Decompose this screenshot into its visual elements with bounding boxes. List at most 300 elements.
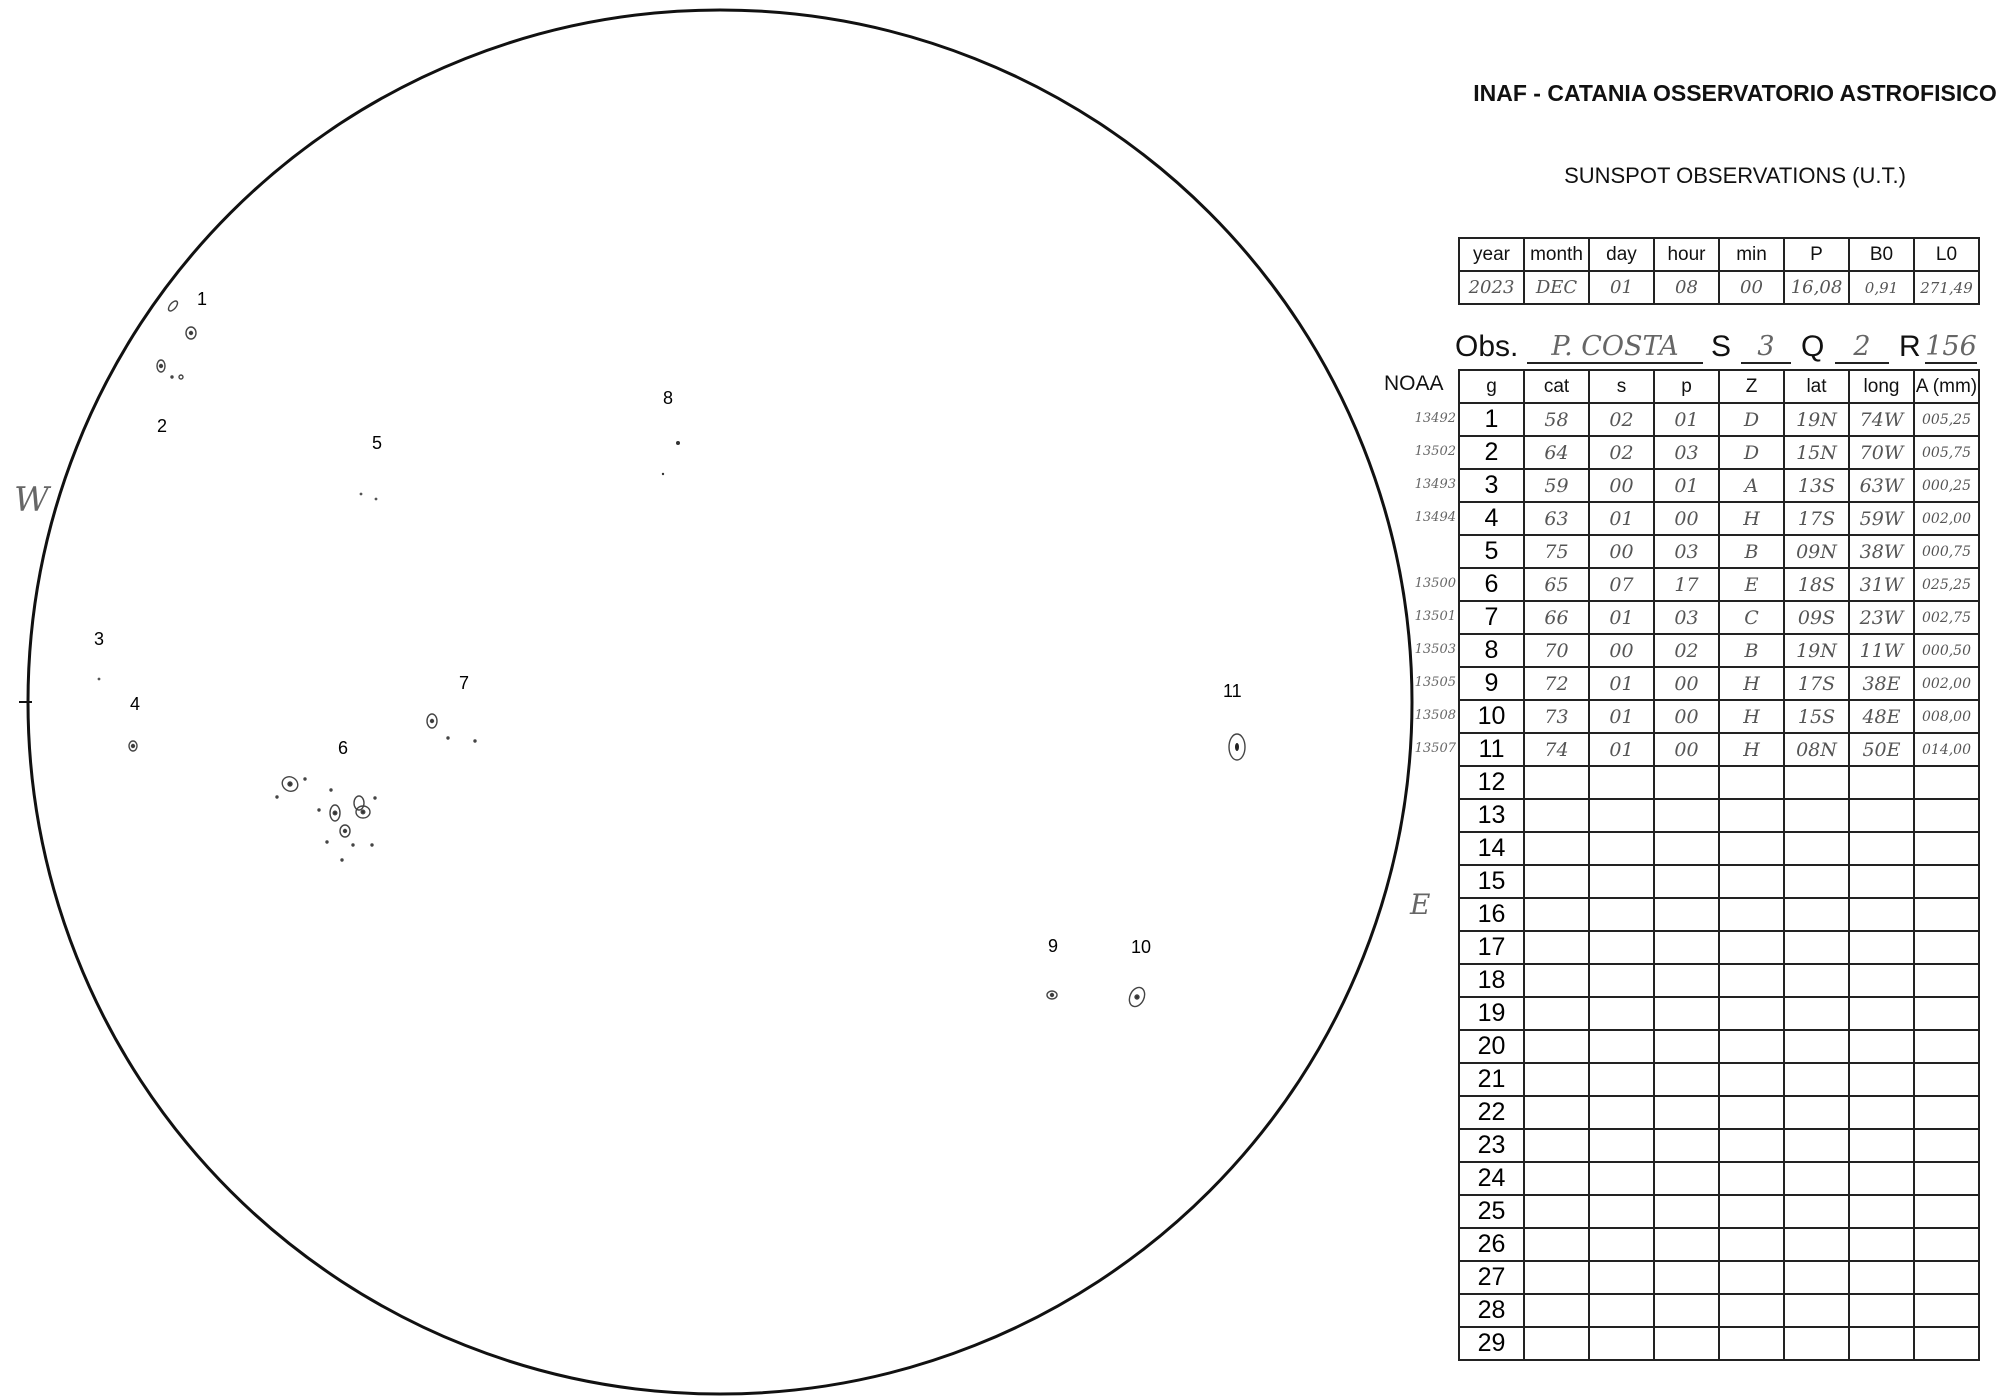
group-cell-g: 17 bbox=[1459, 931, 1524, 964]
group-cell-cat: 66 bbox=[1524, 601, 1589, 634]
group-cell-long: 48E bbox=[1849, 700, 1914, 733]
group-cell-cat bbox=[1524, 1063, 1589, 1096]
group-cell-g: 18 bbox=[1459, 964, 1524, 997]
form-subtitle: SUNSPOT OBSERVATIONS (U.T.) bbox=[1564, 163, 1906, 188]
group-cell-p bbox=[1654, 1129, 1719, 1162]
group-cell-area: 005,25 bbox=[1914, 403, 1979, 436]
value-year: 2023 bbox=[1459, 271, 1524, 304]
group-cell-long bbox=[1849, 1096, 1914, 1129]
group-cell-cat bbox=[1524, 1195, 1589, 1228]
group-row bbox=[1459, 436, 1979, 469]
q-value: 2 bbox=[1835, 331, 1889, 364]
group-cell-lat bbox=[1784, 1228, 1849, 1261]
group-cell-cat bbox=[1524, 964, 1589, 997]
group-cell-p bbox=[1654, 865, 1719, 898]
group-cell-area: 014,00 bbox=[1914, 733, 1979, 766]
group-cell-g: 20 bbox=[1459, 1030, 1524, 1063]
group-cell-long: 63W bbox=[1849, 469, 1914, 502]
group-cell-z: H bbox=[1719, 667, 1784, 700]
group-cell-g: 21 bbox=[1459, 1063, 1524, 1096]
group-cell-long: 50E bbox=[1849, 733, 1914, 766]
group-row bbox=[1459, 799, 1979, 832]
value-month: DEC bbox=[1524, 271, 1589, 304]
group-cell-cat bbox=[1524, 865, 1589, 898]
group-cell-s: 07 bbox=[1589, 568, 1654, 601]
group-cell-g: 23 bbox=[1459, 1129, 1524, 1162]
group-cell-cat: 70 bbox=[1524, 634, 1589, 667]
groups-header-long: long bbox=[1849, 370, 1914, 403]
group-cell-cat bbox=[1524, 1327, 1589, 1360]
header-day: day bbox=[1589, 238, 1654, 271]
group-cell-lat bbox=[1784, 1030, 1849, 1063]
group-cell-s bbox=[1589, 1327, 1654, 1360]
group-cell-p bbox=[1654, 898, 1719, 931]
group-label-4: 4 bbox=[130, 694, 141, 714]
group-cell-p bbox=[1654, 1162, 1719, 1195]
group-cell-s bbox=[1589, 931, 1654, 964]
group-cell-s bbox=[1589, 898, 1654, 931]
group-row bbox=[1459, 1195, 1979, 1228]
group-label-10: 10 bbox=[1131, 937, 1152, 957]
group-cell-cat bbox=[1524, 997, 1589, 1030]
group-label-6: 6 bbox=[338, 738, 349, 758]
group-cell-long: 74W bbox=[1849, 403, 1914, 436]
group-cell-long bbox=[1849, 997, 1914, 1030]
group-cell-area bbox=[1914, 799, 1979, 832]
group-cell-z: H bbox=[1719, 700, 1784, 733]
group-row bbox=[1459, 568, 1979, 601]
group-cell-s: 00 bbox=[1589, 634, 1654, 667]
group-cell-cat: 74 bbox=[1524, 733, 1589, 766]
group-cell-p: 03 bbox=[1654, 601, 1719, 634]
groups-header-area: A (mm) bbox=[1914, 370, 1979, 403]
group-label-2: 2 bbox=[157, 416, 168, 436]
group-cell-s: 01 bbox=[1589, 667, 1654, 700]
group-cell-s: 01 bbox=[1589, 601, 1654, 634]
group-cell-g: 14 bbox=[1459, 832, 1524, 865]
group-cell-p bbox=[1654, 832, 1719, 865]
group-cell-cat: 59 bbox=[1524, 469, 1589, 502]
group-cell-p bbox=[1654, 1261, 1719, 1294]
group-row bbox=[1459, 964, 1979, 997]
group-row bbox=[1459, 469, 1979, 502]
group-cell-area bbox=[1914, 1063, 1979, 1096]
group-cell-lat: 19N bbox=[1784, 634, 1849, 667]
header-l0: L0 bbox=[1914, 238, 1979, 271]
spot-group-5 bbox=[360, 493, 378, 501]
group-cell-lat: 17S bbox=[1784, 502, 1849, 535]
group-cell-long: 11W bbox=[1849, 634, 1914, 667]
group-cell-p: 17 bbox=[1654, 568, 1719, 601]
group-cell-p bbox=[1654, 1228, 1719, 1261]
group-row bbox=[1459, 667, 1979, 700]
group-cell-area: 000,50 bbox=[1914, 634, 1979, 667]
group-cell-cat bbox=[1524, 1294, 1589, 1327]
group-cell-z bbox=[1719, 1063, 1784, 1096]
group-cell-area bbox=[1914, 1162, 1979, 1195]
group-cell-g: 22 bbox=[1459, 1096, 1524, 1129]
group-row bbox=[1459, 1162, 1979, 1195]
spot-group-7 bbox=[427, 714, 476, 742]
group-cell-p bbox=[1654, 1195, 1719, 1228]
group-cell-lat: 19N bbox=[1784, 403, 1849, 436]
group-cell-area bbox=[1914, 1327, 1979, 1360]
group-cell-lat bbox=[1784, 865, 1849, 898]
observer-line bbox=[1455, 318, 1985, 364]
group-cell-cat: 63 bbox=[1524, 502, 1589, 535]
group-cell-z bbox=[1719, 865, 1784, 898]
group-cell-g: 10 bbox=[1459, 700, 1524, 733]
group-label-7: 7 bbox=[459, 673, 470, 693]
group-cell-lat bbox=[1784, 1261, 1849, 1294]
group-row bbox=[1459, 1129, 1979, 1162]
group-cell-z: E bbox=[1719, 568, 1784, 601]
group-cell-long bbox=[1849, 1294, 1914, 1327]
group-cell-p bbox=[1654, 799, 1719, 832]
group-cell-z: A bbox=[1719, 469, 1784, 502]
group-cell-s bbox=[1589, 865, 1654, 898]
group-cell-lat bbox=[1784, 1096, 1849, 1129]
group-cell-area bbox=[1914, 1096, 1979, 1129]
header-min: min bbox=[1719, 238, 1784, 271]
group-cell-lat bbox=[1784, 1162, 1849, 1195]
group-row bbox=[1459, 1030, 1979, 1063]
group-cell-s: 01 bbox=[1589, 700, 1654, 733]
group-cell-area bbox=[1914, 898, 1979, 931]
group-label-11: 11 bbox=[1223, 681, 1242, 701]
group-cell-z bbox=[1719, 1030, 1784, 1063]
group-cell-area bbox=[1914, 865, 1979, 898]
group-cell-p bbox=[1654, 1063, 1719, 1096]
group-cell-p bbox=[1654, 1294, 1719, 1327]
group-cell-p bbox=[1654, 997, 1719, 1030]
group-row bbox=[1459, 535, 1979, 568]
group-cell-g: 29 bbox=[1459, 1327, 1524, 1360]
group-cell-p: 01 bbox=[1654, 403, 1719, 436]
group-cell-z bbox=[1719, 1096, 1784, 1129]
group-cell-cat bbox=[1524, 1162, 1589, 1195]
noaa-number: 13507 bbox=[1414, 741, 1456, 756]
spot-group-6 bbox=[276, 774, 376, 861]
group-cell-long bbox=[1849, 865, 1914, 898]
noaa-number: 13501 bbox=[1414, 609, 1456, 624]
group-cell-cat: 58 bbox=[1524, 403, 1589, 436]
group-label-8: 8 bbox=[663, 388, 674, 408]
groups-header-s: s bbox=[1589, 370, 1654, 403]
group-cell-z bbox=[1719, 832, 1784, 865]
obs-value: P. COSTA bbox=[1527, 331, 1703, 364]
group-cell-s: 01 bbox=[1589, 502, 1654, 535]
value-hour: 08 bbox=[1654, 271, 1719, 304]
group-cell-lat: 13S bbox=[1784, 469, 1849, 502]
group-cell-long bbox=[1849, 1063, 1914, 1096]
group-cell-s bbox=[1589, 1063, 1654, 1096]
groups-header-g: g bbox=[1459, 370, 1524, 403]
group-cell-g: 3 bbox=[1459, 469, 1524, 502]
group-cell-area bbox=[1914, 997, 1979, 1030]
group-cell-z: B bbox=[1719, 634, 1784, 667]
noaa-number: 13492 bbox=[1414, 411, 1456, 426]
group-cell-lat bbox=[1784, 1327, 1849, 1360]
group-cell-s bbox=[1589, 1030, 1654, 1063]
group-cell-g: 12 bbox=[1459, 766, 1524, 799]
east-label: E bbox=[1410, 888, 1431, 921]
group-cell-lat bbox=[1784, 1063, 1849, 1096]
group-cell-g: 16 bbox=[1459, 898, 1524, 931]
group-cell-cat bbox=[1524, 1228, 1589, 1261]
group-cell-long: 31W bbox=[1849, 568, 1914, 601]
group-cell-g: 4 bbox=[1459, 502, 1524, 535]
group-cell-z: B bbox=[1719, 535, 1784, 568]
groups-table bbox=[1458, 369, 1980, 1361]
group-cell-z: C bbox=[1719, 601, 1784, 634]
group-cell-area: 005,75 bbox=[1914, 436, 1979, 469]
group-label-3: 3 bbox=[94, 629, 105, 649]
s-label: S bbox=[1711, 330, 1732, 363]
group-cell-long bbox=[1849, 1228, 1914, 1261]
group-cell-lat: 15S bbox=[1784, 700, 1849, 733]
group-cell-long bbox=[1849, 1261, 1914, 1294]
group-cell-area: 000,75 bbox=[1914, 535, 1979, 568]
group-cell-long: 70W bbox=[1849, 436, 1914, 469]
solar-limb bbox=[28, 10, 1412, 1394]
group-cell-long bbox=[1849, 964, 1914, 997]
group-cell-p bbox=[1654, 931, 1719, 964]
group-cell-area: 002,00 bbox=[1914, 667, 1979, 700]
groups-header-lat: lat bbox=[1784, 370, 1849, 403]
group-cell-area bbox=[1914, 1195, 1979, 1228]
group-row bbox=[1459, 634, 1979, 667]
group-cell-area bbox=[1914, 766, 1979, 799]
group-cell-long bbox=[1849, 1030, 1914, 1063]
group-cell-long bbox=[1849, 799, 1914, 832]
r-label: R bbox=[1899, 330, 1921, 363]
header-month: month bbox=[1524, 238, 1589, 271]
group-cell-g: 25 bbox=[1459, 1195, 1524, 1228]
group-row bbox=[1459, 997, 1979, 1030]
group-cell-p: 03 bbox=[1654, 535, 1719, 568]
group-cell-z bbox=[1719, 1261, 1784, 1294]
group-row bbox=[1459, 931, 1979, 964]
group-cell-area bbox=[1914, 1030, 1979, 1063]
group-cell-s: 01 bbox=[1589, 733, 1654, 766]
group-cell-lat: 08N bbox=[1784, 733, 1849, 766]
noaa-number: 13500 bbox=[1414, 576, 1456, 591]
group-cell-lat: 17S bbox=[1784, 667, 1849, 700]
group-cell-long bbox=[1849, 766, 1914, 799]
q-label: Q bbox=[1801, 330, 1825, 363]
group-cell-lat: 09N bbox=[1784, 535, 1849, 568]
group-cell-g: 26 bbox=[1459, 1228, 1524, 1261]
group-cell-z bbox=[1719, 766, 1784, 799]
group-cell-g: 13 bbox=[1459, 799, 1524, 832]
group-cell-p bbox=[1654, 1030, 1719, 1063]
observatory-title: INAF - CATANIA OSSERVATORIO ASTROFISICO bbox=[1473, 80, 1997, 106]
group-cell-s: 02 bbox=[1589, 403, 1654, 436]
group-cell-long: 23W bbox=[1849, 601, 1914, 634]
group-cell-cat: 65 bbox=[1524, 568, 1589, 601]
group-cell-p: 00 bbox=[1654, 667, 1719, 700]
group-cell-p bbox=[1654, 1327, 1719, 1360]
group-cell-z bbox=[1719, 1228, 1784, 1261]
r-value: 156 bbox=[1925, 331, 1977, 362]
group-cell-cat: 75 bbox=[1524, 535, 1589, 568]
noaa-label: NOAA bbox=[1384, 372, 1444, 395]
group-cell-long: 38E bbox=[1849, 667, 1914, 700]
noaa-number: 13505 bbox=[1414, 675, 1456, 690]
group-cell-lat bbox=[1784, 1129, 1849, 1162]
spot-group-8 bbox=[662, 441, 680, 475]
header-year: year bbox=[1459, 238, 1524, 271]
group-cell-area: 008,00 bbox=[1914, 700, 1979, 733]
group-cell-lat bbox=[1784, 931, 1849, 964]
group-cell-long bbox=[1849, 1327, 1914, 1360]
value-min: 00 bbox=[1719, 271, 1784, 304]
group-row bbox=[1459, 865, 1979, 898]
group-cell-z bbox=[1719, 799, 1784, 832]
group-cell-long bbox=[1849, 898, 1914, 931]
group-cell-long bbox=[1849, 1162, 1914, 1195]
group-cell-area bbox=[1914, 964, 1979, 997]
group-row bbox=[1459, 502, 1979, 535]
group-cell-s bbox=[1589, 1261, 1654, 1294]
spot-group-4 bbox=[129, 741, 137, 751]
group-cell-g: 9 bbox=[1459, 667, 1524, 700]
noaa-number: 13493 bbox=[1414, 477, 1456, 492]
group-cell-area: 000,25 bbox=[1914, 469, 1979, 502]
group-cell-lat: 18S bbox=[1784, 568, 1849, 601]
group-cell-lat bbox=[1784, 1294, 1849, 1327]
west-label: W bbox=[14, 480, 49, 520]
spot-group-9 bbox=[1047, 991, 1057, 999]
group-cell-p: 00 bbox=[1654, 502, 1719, 535]
spot-group-11 bbox=[1229, 734, 1245, 760]
group-cell-z bbox=[1719, 1294, 1784, 1327]
group-cell-z bbox=[1719, 931, 1784, 964]
group-cell-g: 7 bbox=[1459, 601, 1524, 634]
group-row bbox=[1459, 700, 1979, 733]
group-label-9: 9 bbox=[1048, 936, 1059, 956]
group-cell-g: 11 bbox=[1459, 733, 1524, 766]
group-cell-s bbox=[1589, 799, 1654, 832]
group-cell-g: 5 bbox=[1459, 535, 1524, 568]
group-cell-area: 025,25 bbox=[1914, 568, 1979, 601]
group-cell-area bbox=[1914, 832, 1979, 865]
group-cell-p: 03 bbox=[1654, 436, 1719, 469]
group-cell-g: 1 bbox=[1459, 403, 1524, 436]
group-cell-p bbox=[1654, 964, 1719, 997]
group-cell-cat bbox=[1524, 1261, 1589, 1294]
group-cell-s bbox=[1589, 1162, 1654, 1195]
obs-label: Obs. bbox=[1455, 330, 1519, 363]
group-cell-lat: 15N bbox=[1784, 436, 1849, 469]
group-cell-long bbox=[1849, 1195, 1914, 1228]
groups-header-p: p bbox=[1654, 370, 1719, 403]
group-cell-cat: 64 bbox=[1524, 436, 1589, 469]
group-row bbox=[1459, 1063, 1979, 1096]
spot-group-3 bbox=[98, 678, 101, 681]
group-cell-long bbox=[1849, 931, 1914, 964]
group-cell-p: 02 bbox=[1654, 634, 1719, 667]
group-cell-z bbox=[1719, 1129, 1784, 1162]
group-cell-s: 00 bbox=[1589, 535, 1654, 568]
group-label-5: 5 bbox=[372, 433, 383, 453]
group-row bbox=[1459, 1261, 1979, 1294]
group-cell-lat bbox=[1784, 766, 1849, 799]
group-row bbox=[1459, 1294, 1979, 1327]
group-cell-lat bbox=[1784, 964, 1849, 997]
group-row bbox=[1459, 1327, 1979, 1360]
group-cell-lat bbox=[1784, 898, 1849, 931]
group-cell-area: 002,75 bbox=[1914, 601, 1979, 634]
group-row bbox=[1459, 601, 1979, 634]
group-cell-g: 24 bbox=[1459, 1162, 1524, 1195]
group-cell-cat: 72 bbox=[1524, 667, 1589, 700]
value-b0: 0,91 bbox=[1849, 271, 1914, 304]
group-cell-long bbox=[1849, 1129, 1914, 1162]
group-cell-z: D bbox=[1719, 403, 1784, 436]
groups-header-row bbox=[1459, 370, 1979, 403]
group-cell-z bbox=[1719, 1162, 1784, 1195]
group-cell-g: 8 bbox=[1459, 634, 1524, 667]
group-cell-z bbox=[1719, 898, 1784, 931]
value-day: 01 bbox=[1589, 271, 1654, 304]
group-cell-s bbox=[1589, 1294, 1654, 1327]
group-row bbox=[1459, 1228, 1979, 1261]
groups-header-cat: cat bbox=[1524, 370, 1589, 403]
header-hour: hour bbox=[1654, 238, 1719, 271]
spot-group-1 bbox=[157, 299, 196, 379]
group-cell-z bbox=[1719, 1195, 1784, 1228]
group-cell-cat bbox=[1524, 1096, 1589, 1129]
group-cell-lat bbox=[1784, 832, 1849, 865]
group-cell-p bbox=[1654, 1096, 1719, 1129]
group-cell-s bbox=[1589, 964, 1654, 997]
value-p: 16,08 bbox=[1784, 271, 1849, 304]
group-cell-lat bbox=[1784, 997, 1849, 1030]
group-cell-g: 28 bbox=[1459, 1294, 1524, 1327]
group-cell-s bbox=[1589, 1195, 1654, 1228]
group-cell-cat: 73 bbox=[1524, 700, 1589, 733]
group-row bbox=[1459, 898, 1979, 931]
group-cell-s: 02 bbox=[1589, 436, 1654, 469]
group-cell-lat bbox=[1784, 1195, 1849, 1228]
group-cell-p bbox=[1654, 766, 1719, 799]
group-cell-cat bbox=[1524, 1129, 1589, 1162]
group-cell-area bbox=[1914, 1294, 1979, 1327]
group-row bbox=[1459, 403, 1979, 436]
group-cell-area bbox=[1914, 1129, 1979, 1162]
group-row bbox=[1459, 832, 1979, 865]
spot-group-10 bbox=[1126, 985, 1147, 1009]
group-cell-long: 59W bbox=[1849, 502, 1914, 535]
observation-value-row bbox=[1459, 271, 1979, 304]
group-cell-s bbox=[1589, 1228, 1654, 1261]
noaa-number: 13503 bbox=[1414, 642, 1456, 657]
group-cell-g: 27 bbox=[1459, 1261, 1524, 1294]
group-cell-p: 00 bbox=[1654, 700, 1719, 733]
group-row bbox=[1459, 1096, 1979, 1129]
group-cell-area bbox=[1914, 1228, 1979, 1261]
group-cell-long bbox=[1849, 832, 1914, 865]
group-row bbox=[1459, 766, 1979, 799]
noaa-number: 13494 bbox=[1414, 510, 1456, 525]
group-cell-p: 00 bbox=[1654, 733, 1719, 766]
group-cell-g: 15 bbox=[1459, 865, 1524, 898]
group-cell-z: D bbox=[1719, 436, 1784, 469]
group-cell-p: 01 bbox=[1654, 469, 1719, 502]
group-cell-z bbox=[1719, 964, 1784, 997]
